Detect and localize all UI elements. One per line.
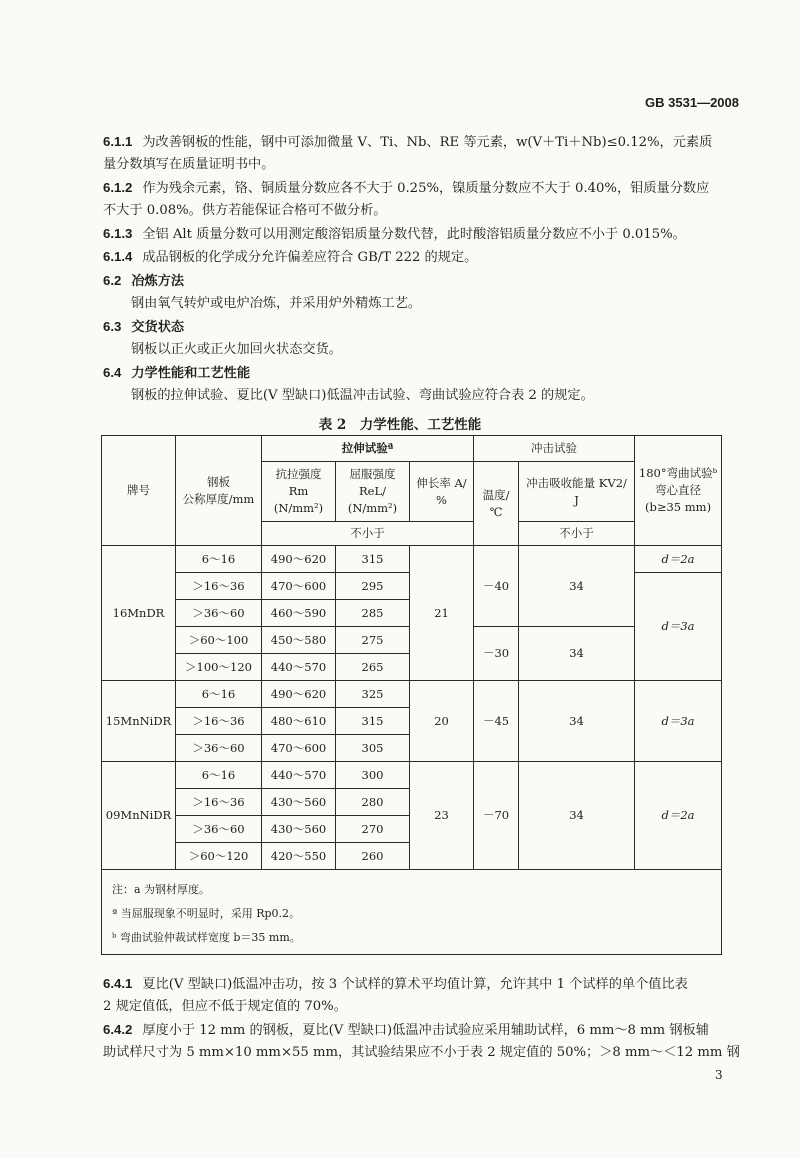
thickness-cell: 6～16 xyxy=(176,762,262,789)
clause-text: 作为残余元素，铬、铜质量分数应各不大于 0.25%，镍质量分数应不大于 0.40%，钼质量分数应 xyxy=(142,181,710,196)
para-6-4-2 xyxy=(103,1021,709,1040)
thickness-cell: 6～16 xyxy=(176,546,262,573)
header-not-less-than: 不小于 xyxy=(262,522,474,546)
thickness-cell: ＞16～36 xyxy=(176,708,262,735)
thickness-cell: 6～16 xyxy=(176,681,262,708)
impact-energy-cell: 34 xyxy=(519,546,635,627)
clause-number: 6.3 xyxy=(103,319,122,334)
clause-number: 6.1.1 xyxy=(103,134,133,149)
yield-cell: 305 xyxy=(336,735,410,762)
note-line: ª 当屈服现象不明显时，采用 Rp0.2。 xyxy=(112,907,301,920)
para-line: 2 规定值低，但应不低于规定值的 70%。 xyxy=(103,999,347,1014)
tensile-cell: 430～560 xyxy=(262,789,336,816)
elongation-cell: 21 xyxy=(410,546,474,681)
clause-text: 全铝 Alt 质量分数可以用测定酸溶铝质量分数代替，此时酸溶铝质量分数应不小于 0.015%。 xyxy=(142,227,686,242)
para-6-1-2 xyxy=(103,179,709,198)
tensile-cell: 430～560 xyxy=(262,816,336,843)
bend-cell: d＝2a xyxy=(635,762,722,870)
elongation-cell: 20 xyxy=(410,681,474,762)
header-impact-not-less: 不小于 xyxy=(519,522,635,546)
elongation-cell: 23 xyxy=(410,762,474,870)
header-impact-group: 冲击试验 xyxy=(474,436,635,462)
header-elongation: 伸长率 A/ % xyxy=(410,462,474,522)
para-line: 助试样尺寸为 5 mm×10 mm×55 mm，其试验结果应不小于表 2 规定值的 50%；＞8 mm～＜12 mm 钢 xyxy=(103,1045,740,1060)
bend-cell: d＝3a xyxy=(635,573,722,681)
clause-text: 成品钢板的化学成分允许偏差应符合 GB/T 222 的规定。 xyxy=(142,250,478,265)
tensile-cell: 460～590 xyxy=(262,600,336,627)
clause-number: 6.4.2 xyxy=(103,1022,133,1037)
table-notes-row xyxy=(102,870,722,955)
clause-number: 6.1.4 xyxy=(103,249,133,264)
thickness-cell: ＞16～36 xyxy=(176,789,262,816)
para-6-1-1 xyxy=(103,133,712,152)
clause-number: 6.1.2 xyxy=(103,180,133,195)
grade-cell: 15MnNiDR xyxy=(102,681,176,762)
yield-cell: 265 xyxy=(336,654,410,681)
header-tensile-group: 拉伸试验ª xyxy=(262,436,474,462)
temperature-cell: －40 xyxy=(474,546,519,627)
tensile-cell: 440～570 xyxy=(262,762,336,789)
thickness-cell: ＞16～36 xyxy=(176,573,262,600)
grade-cell: 09MnNiDR xyxy=(102,762,176,870)
note-line: 注：a 为钢材厚度。 xyxy=(112,883,211,896)
header-yield-strength: 屈服强度 ReL/ (N/mm²) xyxy=(336,462,410,522)
para-line: 不大于 0.08%。供方若能保证合格可不做分析。 xyxy=(103,203,387,218)
heading-6-2 xyxy=(103,272,184,291)
yield-cell: 280 xyxy=(336,789,410,816)
para-line: 钢板以正火或正火加回火状态交货。 xyxy=(131,342,342,357)
grade-cell: 16MnDR xyxy=(102,546,176,681)
table-row xyxy=(102,762,722,789)
tensile-cell: 490～620 xyxy=(262,681,336,708)
standard-code: GB 3531—2008 xyxy=(645,95,739,110)
tensile-cell: 440～570 xyxy=(262,654,336,681)
table-notes xyxy=(102,870,722,955)
clause-text: 厚度小于 12 mm 的钢板，夏比(V 型缺口)低温冲击试验应采用辅助试样，6 mm～8 mm 钢板辅 xyxy=(142,1023,709,1038)
thickness-cell: ＞60～100 xyxy=(176,627,262,654)
thickness-cell: ＞36～60 xyxy=(176,600,262,627)
tensile-cell: 450～580 xyxy=(262,627,336,654)
yield-cell: 270 xyxy=(336,816,410,843)
temperature-cell: －45 xyxy=(474,681,519,762)
page-number: 3 xyxy=(715,1068,723,1082)
thickness-cell: ＞36～60 xyxy=(176,816,262,843)
temperature-cell: －30 xyxy=(474,627,519,681)
yield-cell: 285 xyxy=(336,600,410,627)
heading-text: 冶炼方法 xyxy=(131,274,185,289)
yield-cell: 260 xyxy=(336,843,410,870)
temperature-cell: －70 xyxy=(474,762,519,870)
tensile-cell: 470～600 xyxy=(262,573,336,600)
thickness-cell: ＞60～120 xyxy=(176,843,262,870)
mechanical-properties-table xyxy=(101,435,722,955)
note-line: ᵇ 弯曲试验仲裁试样宽度 b＝35 mm。 xyxy=(112,931,301,944)
para-6-1-4 xyxy=(103,248,477,267)
tensile-cell: 480～610 xyxy=(262,708,336,735)
table-caption: 表 2 力学性能、工艺性能 xyxy=(318,417,482,433)
header-thickness: 钢板 公称厚度/mm xyxy=(176,436,262,546)
yield-cell: 315 xyxy=(336,546,410,573)
header-temperature: 温度/ ℃ xyxy=(474,462,519,546)
yield-cell: 325 xyxy=(336,681,410,708)
para-6-1-3 xyxy=(103,225,686,244)
para-line: 钢板的拉伸试验、夏比(V 型缺口)低温冲击试验、弯曲试验应符合表 2 的规定。 xyxy=(131,388,594,403)
tensile-cell: 470～600 xyxy=(262,735,336,762)
bend-cell: d＝2a xyxy=(635,546,722,573)
impact-energy-cell: 34 xyxy=(519,627,635,681)
header-tensile-strength: 抗拉强度 Rm (N/mm²) xyxy=(262,462,336,522)
impact-energy-cell: 34 xyxy=(519,681,635,762)
yield-cell: 300 xyxy=(336,762,410,789)
impact-energy-cell: 34 xyxy=(519,762,635,870)
table-row xyxy=(102,681,722,708)
para-line: 钢由氧气转炉或电炉冶炼，并采用炉外精炼工艺。 xyxy=(131,296,422,311)
yield-cell: 295 xyxy=(336,573,410,600)
yield-cell: 275 xyxy=(336,627,410,654)
para-line: 量分数填写在质量证明书中。 xyxy=(103,157,275,172)
yield-cell: 315 xyxy=(336,708,410,735)
clause-number: 6.4.1 xyxy=(103,976,133,991)
header-impact-energy: 冲击吸收能量 KV2/ J xyxy=(519,462,635,522)
thickness-cell: ＞36～60 xyxy=(176,735,262,762)
clause-text: 为改善钢板的性能，钢中可添加微量 V、Ti、Nb、RE 等元素，w(V＋Ti＋Nb)≤0.12%，元素质 xyxy=(142,135,713,150)
clause-number: 6.1.3 xyxy=(103,226,133,241)
header-grade: 牌号 xyxy=(102,436,176,546)
clause-number: 6.4 xyxy=(103,365,122,380)
thickness-cell: ＞100～120 xyxy=(176,654,262,681)
clause-number: 6.2 xyxy=(103,273,122,288)
heading-6-4 xyxy=(103,364,250,383)
table-row xyxy=(102,546,722,573)
tensile-cell: 420～550 xyxy=(262,843,336,870)
heading-6-3 xyxy=(103,318,184,337)
heading-text: 交货状态 xyxy=(131,320,185,335)
bend-cell: d＝3a xyxy=(635,681,722,762)
tensile-cell: 490～620 xyxy=(262,546,336,573)
clause-text: 夏比(V 型缺口)低温冲击功，按 3 个试样的算术平均值计算，允许其中 1 个试样的单个值比表 xyxy=(142,977,688,992)
para-6-4-1 xyxy=(103,975,688,994)
header-bend: 180°弯曲试验ᵇ 弯心直径 (b≥35 mm) xyxy=(635,436,722,546)
heading-text: 力学性能和工艺性能 xyxy=(131,366,251,381)
